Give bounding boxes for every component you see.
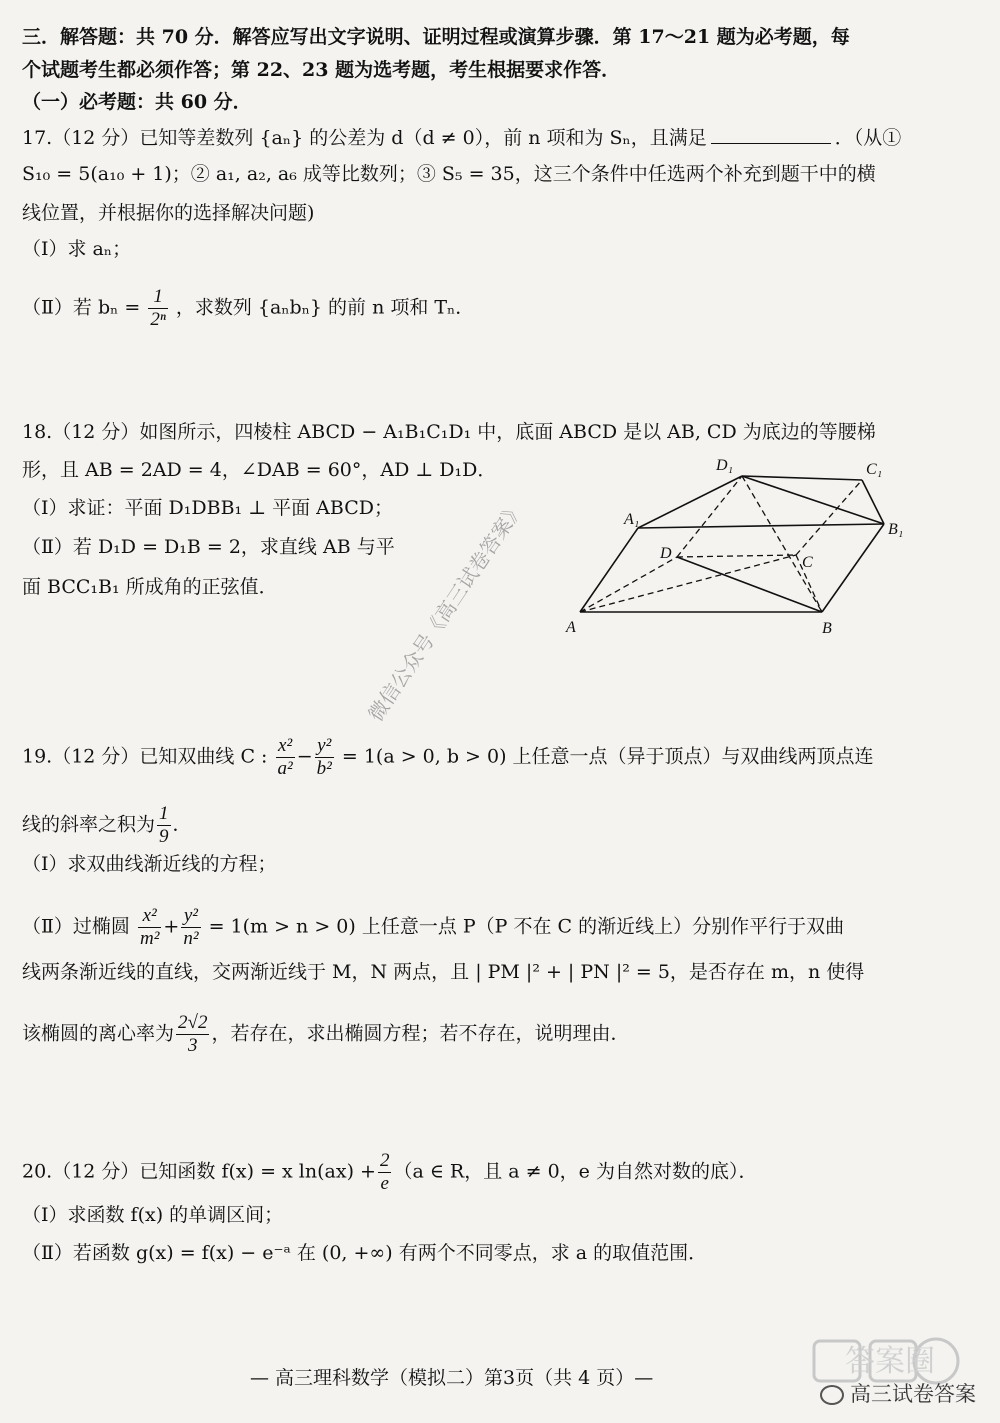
fraction-numerator: x² — [138, 905, 161, 928]
q19-frac-xm — [138, 905, 161, 950]
q17-answer-blank[interactable] — [711, 125, 831, 144]
edge-CC1 — [796, 480, 862, 555]
q17-fraction — [148, 286, 167, 331]
q19-frac-y — [315, 735, 334, 780]
q20-part1: （Ⅰ）求函数 f(x) 的单调区间； — [22, 1204, 284, 1226]
fraction-numerator: 2 — [379, 1150, 390, 1171]
fraction-numerator: x² — [276, 735, 295, 758]
q19-line1 — [22, 735, 970, 780]
vertex-label-C1: C₁ — [866, 461, 883, 478]
edge-D1C1 — [742, 476, 862, 480]
q19-frac-ninth — [157, 803, 171, 848]
q19-part1: （Ⅰ）求双曲线渐近线的方程； — [22, 853, 277, 875]
prism-figure — [560, 452, 920, 640]
q18-line1: 18.（12 分）如图所示，四棱柱 ABCD − A₁B₁C₁D₁ 中，底面 ABCD 是以 AB, CD 为底边的等腰梯 — [22, 421, 876, 443]
q17-stem: 17.（12 分）已知等差数列 {aₙ} 的公差为 d（d ≠ 0），前 n 项和为 Sₙ，且满足 — [22, 127, 707, 149]
edge-AD — [580, 557, 677, 612]
q18-line2: 形，且 AB = 2AD = 4，∠DAB = 60°，AD ⊥ D₁D． — [22, 459, 497, 481]
section-header-line2: 个试题考生都必须作答；第 22、23 题为选考题，考生根据要求作答． — [22, 59, 621, 81]
plus-sign: + — [163, 915, 180, 938]
edge-A1D1 — [638, 476, 742, 528]
q17-conditions: S₁₀ = 5(a₁₀ + 1)；② a₁, a₂, a₆ 成等比数列；③ S₅ = 35，这三个条件中任选两个补充到题干中的横 — [22, 163, 876, 185]
q18-part2: （Ⅱ）若 D₁D = D₁B = 2，求直线 AB 与平 — [22, 536, 395, 558]
q19-eccentricity-text: 该椭圆的离心率为 — [22, 1022, 175, 1045]
fraction-denominator: 3 — [187, 1035, 198, 1056]
fraction-numerator: 1 — [148, 286, 167, 309]
q20-line1 — [22, 1150, 970, 1195]
vertex-label-A: A — [566, 619, 576, 636]
q18-part1: （Ⅰ）求证：平面 D₁DBB₁ ⊥ 平面 ABCD； — [22, 497, 393, 519]
q19-frac-yn — [181, 905, 200, 950]
page-footer: — 高三理科数学（模拟二）第3页（共 4 页）— — [250, 1367, 654, 1389]
q17-instructions: 线位置，并根据你的选择解决问题) — [22, 202, 315, 224]
q19-line5 — [22, 1012, 970, 1057]
vertex-label-D1: D₁ — [716, 457, 734, 474]
vertex-label-B1: B₁ — [888, 521, 904, 538]
edge-AC — [580, 555, 796, 612]
logo-text: 答案圈 — [845, 1344, 935, 1379]
q17-part2 — [22, 286, 970, 331]
fraction-denominator: 9 — [159, 826, 169, 847]
fraction-denominator: b² — [316, 758, 332, 779]
watermark-text: 微信公众号《高三试卷答案》 — [363, 496, 529, 726]
q17-line1 — [22, 125, 970, 150]
q20-stem: 20.（12 分）已知函数 f(x) = x ln(ax) + — [22, 1160, 376, 1183]
edge-D1B — [742, 476, 822, 612]
fraction-numerator: y² — [315, 735, 334, 758]
edge-D1B1 — [742, 476, 884, 524]
q19-line5-tail: ，若存在，求出椭圆方程；若不存在，说明理由． — [211, 1022, 630, 1045]
fraction-denominator: e — [380, 1173, 389, 1194]
q17-part1: （Ⅰ）求 aₙ； — [22, 238, 132, 260]
q18-part2-cont: 面 BCC₁B₁ 所成角的正弦值． — [22, 576, 278, 598]
q17-stem-tail: ．（从① — [834, 127, 902, 149]
minus-sign: − — [296, 745, 313, 768]
q19-line2 — [22, 803, 970, 848]
period: ． — [172, 813, 192, 836]
q20-frac — [378, 1150, 392, 1195]
section-header-line1: 三．解答题：共 70 分．解答应写出文字说明、证明过程或演算步骤．第 17～21 题为必考题，每 — [22, 26, 850, 48]
q19-part2 — [22, 905, 970, 950]
q17-part2-text: （Ⅱ）若 bₙ = — [22, 296, 141, 319]
fraction-denominator: 2ⁿ — [150, 309, 166, 330]
q19-frac-x — [276, 735, 295, 780]
q17-part2-tail: ，求数列 {aₙbₙ} 的前 n 项和 Tₙ． — [175, 296, 475, 319]
fraction-numerator: 2√2 — [178, 1012, 208, 1033]
corner-brand-label: 高三试卷答案 — [850, 1382, 976, 1406]
fraction-denominator: m² — [139, 928, 160, 949]
fraction-denominator: a² — [277, 758, 293, 779]
edge-DD1 — [677, 476, 742, 557]
fraction-denominator: n² — [183, 928, 199, 949]
edge-DC — [677, 555, 796, 557]
corner-brand-text — [820, 1378, 976, 1408]
fraction-numerator: y² — [181, 905, 200, 928]
q19-stem: 19.（12 分）已知双曲线 C : — [22, 745, 268, 768]
q19-frac-ecc — [176, 1012, 209, 1057]
q19-slope-text: 线的斜率之积为 — [22, 813, 156, 836]
q19-stem-tail: = 1(a > 0, b > 0) 上任意一点（异于顶点）与双曲线两顶点连 — [341, 745, 874, 768]
q19-part2-tail: = 1(m > n > 0) 上任意一点 P（P 不在 C 的渐近线上）分别作平行于双曲 — [208, 915, 845, 938]
q19-part2-text: （Ⅱ）过椭圆 — [22, 915, 130, 938]
vertex-label-B: B — [822, 620, 832, 637]
q20-part2: （Ⅱ）若函数 g(x) = f(x) − e⁻ᵃ 在 (0, +∞) 有两个不同零点，求 a 的取值范围． — [22, 1242, 708, 1264]
q20-stem-tail: （a ∈ R，且 a ≠ 0，e 为自然对数的底）． — [393, 1160, 758, 1183]
fraction-numerator: 1 — [159, 803, 169, 824]
vertex-label-D: D — [660, 545, 672, 562]
edge-A1B1 — [638, 524, 884, 528]
q19-line4: 线两条渐近线的直线，交两渐近线于 M，N 两点，且 | PM |² + | PN |² = 5，是否存在 m，n 使得 — [22, 961, 865, 983]
vertex-label-A1: A₁ — [624, 511, 640, 528]
vertex-label-C: C — [802, 554, 813, 571]
part1-header: （一）必考题：共 60 分． — [22, 91, 252, 113]
wechat-icon — [820, 1385, 844, 1405]
edge-BB1 — [822, 524, 884, 612]
